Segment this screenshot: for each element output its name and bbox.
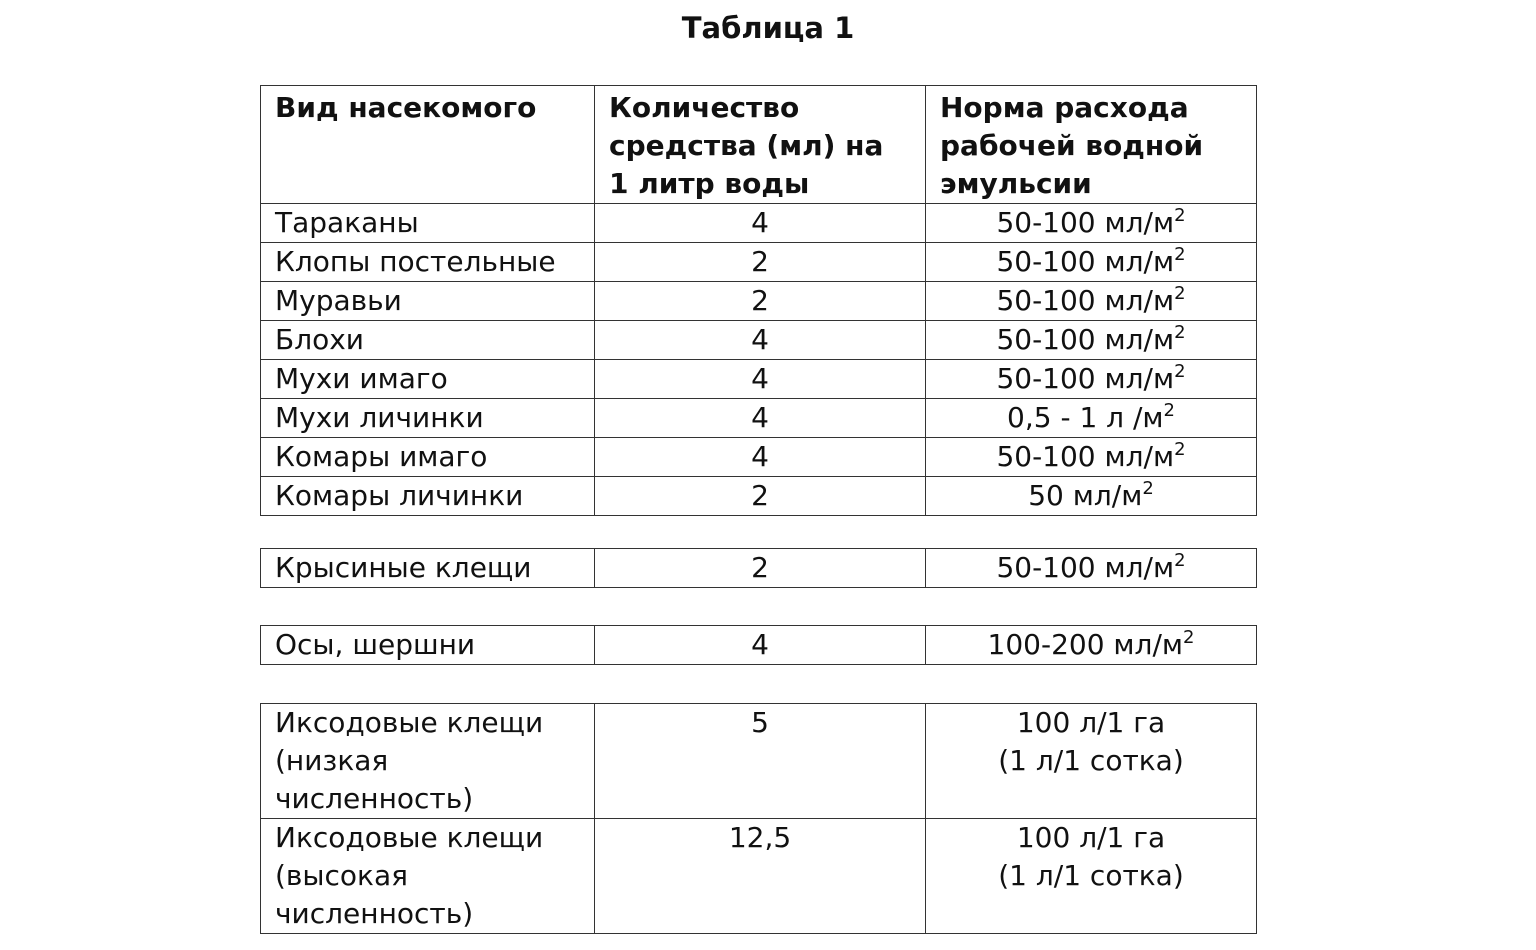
table-row [261,477,1257,516]
amount-cell: 12,5 [595,819,926,934]
insect-cell: Иксодовые клещи (высокая численность) [261,819,595,934]
table-row [261,399,1257,438]
insect-cell: Комары личинки [261,477,595,516]
norm-cell: 50-100 $мл/м^2$ [926,438,1257,477]
insect-cell: Мухи имаго [261,360,595,399]
insect-cell: Мухи личинки [261,399,595,438]
table-header-row [261,86,1257,204]
norm-line: 100 л/1 га [1016,821,1166,854]
norm-line: (1 л/1 сотка) [998,859,1184,892]
norm-cell [926,819,1257,934]
table-row [261,360,1257,399]
amount-cell: 2 [595,549,926,588]
norm-line: 100 л/1 га [1016,706,1166,739]
norm-cell [926,704,1257,819]
norm-cell: 50-100 $мл/м^2$ [926,282,1257,321]
insect-cell: Блохи [261,321,595,360]
header-amount: Количество средства (мл) на 1 литр воды [595,86,926,204]
table-row [261,243,1257,282]
table-row [261,204,1257,243]
insect-cell: Иксодовые клещи (низкая численность) [261,704,595,819]
norm-cell: 0,5 - 1 л $/м^2$ [926,399,1257,438]
amount-cell: 4 [595,626,926,665]
amount-cell: 2 [595,243,926,282]
norm-cell: 100-200 $мл/м^2$ [926,626,1257,665]
table-row [261,704,1257,819]
norm-line: (1 л/1 сотка) [998,744,1184,777]
header-insect: Вид насекомого [261,86,595,204]
table-row [261,282,1257,321]
norm-cell: 50-100 $мл/м^2$ [926,321,1257,360]
table-row [261,626,1257,665]
amount-cell: 4 [595,204,926,243]
norm-cell: 50-100 $мл/м^2$ [926,243,1257,282]
ticks-table [260,703,1257,934]
amount-cell: 4 [595,360,926,399]
table-row [261,819,1257,934]
insect-cell: Муравьи [261,282,595,321]
amount-cell: 2 [595,477,926,516]
norm-cell: 50-100 $мл/м^2$ [926,549,1257,588]
norm-cell: 50-100 $мл/м^2$ [926,204,1257,243]
norm-cell: 50-100 $мл/м^2$ [926,360,1257,399]
insect-cell: Клопы постельные [261,243,595,282]
amount-cell: 5 [595,704,926,819]
table-row [261,438,1257,477]
page-title: Таблица 1 [681,11,855,45]
amount-cell: 4 [595,321,926,360]
header-norm: Норма расхода рабочей водной эмульсии [926,86,1257,204]
insect-cell: Тараканы [261,204,595,243]
wasps-table [260,625,1257,665]
amount-cell: 2 [595,282,926,321]
insect-cell: Комары имаго [261,438,595,477]
insect-cell: Крысиные клещи [261,549,595,588]
amount-cell: 4 [595,438,926,477]
table-row [261,549,1257,588]
rat-mites-table [260,548,1257,588]
norm-cell: 50 $мл/м^2$ [926,477,1257,516]
table-row [261,321,1257,360]
insect-cell: Осы, шершни [261,626,595,665]
amount-cell: 4 [595,399,926,438]
main-dosage-table [260,85,1257,516]
